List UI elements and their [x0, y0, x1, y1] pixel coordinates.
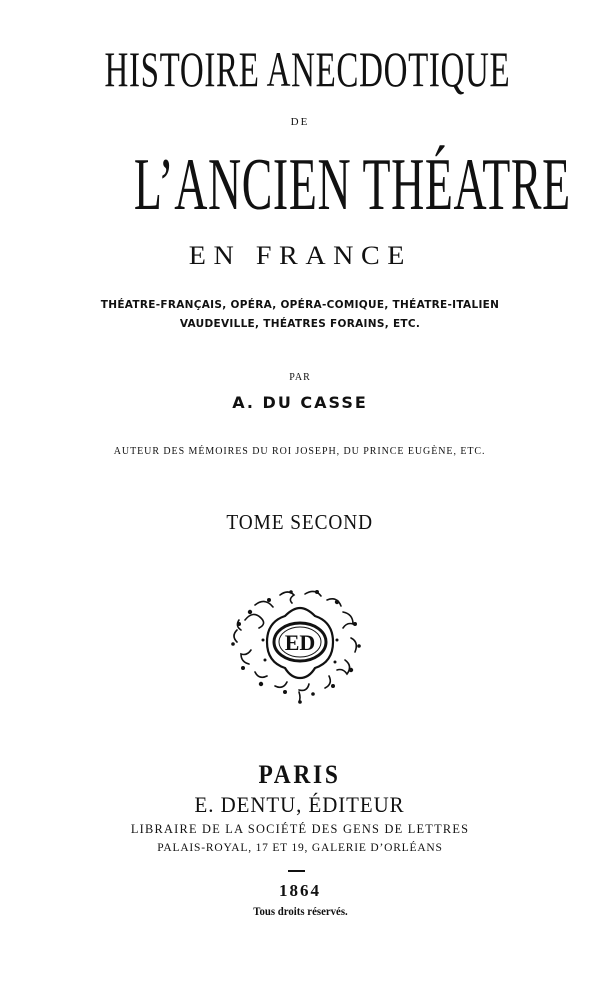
subtitle-line-1: THÉATRE-FRANÇAIS, OPÉRA, OPÉRA-COMIQUE, THÉATRE-ITALIEN: [100, 299, 500, 311]
imprint-city: PARIS: [259, 760, 341, 789]
volume-label: TOME SECOND: [226, 510, 374, 534]
title-line-3: EN FRANCE: [188, 241, 412, 270]
imprint-year: 1864: [279, 881, 321, 900]
publisher-monogram-vignette-icon: [225, 580, 375, 705]
subtitle-line-2: VAUDEVILLE, THÉATRES FORAINS, ETC.: [179, 318, 421, 330]
imprint-publisher: E. DENTU, ÉDITEUR: [194, 792, 406, 817]
divider: [288, 870, 305, 872]
title-line-1: HISTOIRE ANECDOTIQUE: [104, 41, 511, 97]
author-description: AUTEUR DES MÉMOIRES DU ROI JOSEPH, DU PRINCE EUGÈNE, ETC.: [114, 446, 486, 457]
svg-text:ED: ED: [284, 630, 316, 655]
title-connector: DE: [290, 116, 310, 128]
imprint-publisher-role: LIBRAIRE DE LA SOCIÉTÉ DES GENS DE LETTRES: [130, 821, 470, 836]
by-label: PAR: [289, 372, 311, 383]
author-name: A. DU CASSE: [232, 393, 368, 412]
title-line-2: L’ANCIEN THÉATRE: [133, 144, 571, 226]
imprint-address: PALAIS-ROYAL, 17 ET 19, GALERIE D’ORLÉANS: [157, 842, 443, 854]
rights-notice: Tous droits réservés.: [252, 904, 348, 918]
